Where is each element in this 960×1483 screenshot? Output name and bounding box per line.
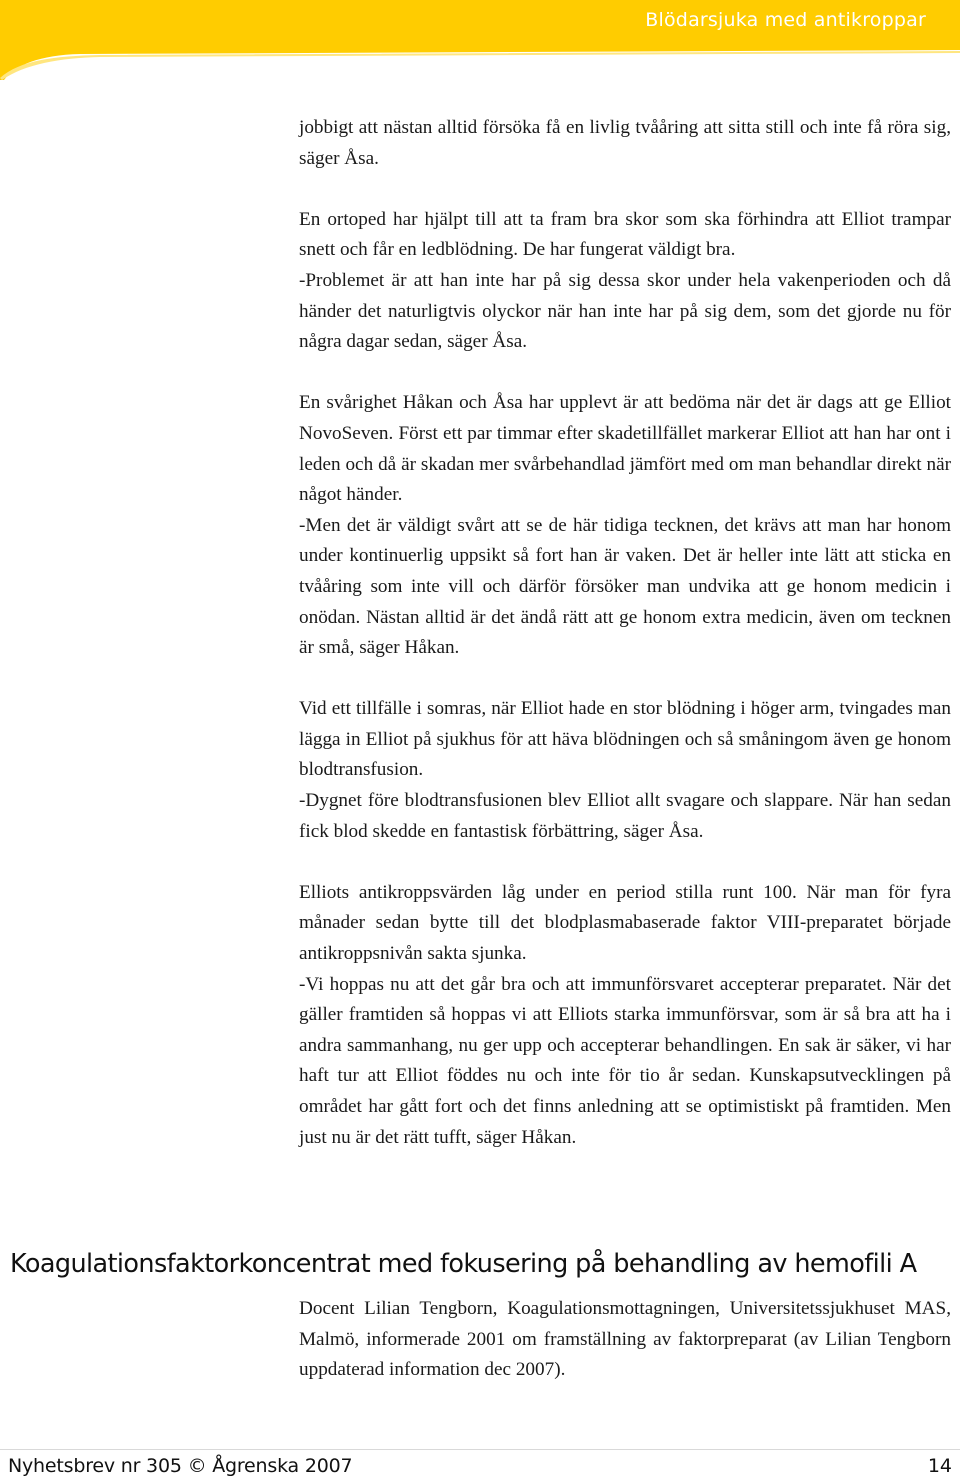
article-paragraph: Elliots antikroppsvärden låg under en period stilla runt 100. När man för fyra månader sedan bytte till det blodplasmabaserade faktor VIII-preparatet började antikroppsnivån sakta sjunka. xyxy=(299,881,951,965)
article-paragraph: En ortoped har hjälpt till att ta fram bra skor som ska förhindra att Elliot trampar snett och får en ledblödning. De har fungerat väldigt bra. xyxy=(299,208,951,261)
article-paragraph: jobbigt att nästan alltid försöka få en livlig tvååring att sitta still och inte få röra sig, säger Åsa. xyxy=(299,117,951,169)
article-paragraph: -Problemet är att han inte har på sig dessa skor under hela vakenperioden och då händer det naturligtvis olyckor när han inte har på sig dem, som det gjorde nu för några dagar sedan, säger Åsa. xyxy=(299,269,951,353)
article-paragraph: En svårighet Håkan och Åsa har upplevt är att bedöma när det är dags att ge Elliot NovoSeven. Först ett par timmar efter skadetillfället markerar Elliot att han har ont i leden och då är skadan mer svårbehandlad jämfört med om man behandlar direkt när något händer. xyxy=(299,392,951,506)
section-heading: Koagulationsfaktorkoncentrat med fokusering på behandling av hemofili A xyxy=(10,1249,917,1279)
article-body xyxy=(299,113,951,1153)
article-paragraph: Vid ett tillfälle i somras, när Elliot hade en stor blödning i höger arm, tvingades man lägga in Elliot på sjukhus för att häva blödningen och så småningom även ge honom blodtransfusion. xyxy=(299,698,951,781)
running-header-title: Blödarsjuka med antikroppar xyxy=(645,9,926,31)
page-number: 14 xyxy=(927,1455,952,1477)
footer-publication-info: Nyhetsbrev nr 305 © Ågrenska 2007 xyxy=(8,1455,353,1477)
header-band xyxy=(0,0,960,80)
article-paragraph: -Men det är väldigt svårt att se de här tidiga tecknen, det krävs att man har honom under kontinuerlig uppsikt så fort han är vaken. Det är heller inte lätt att sticka en tvååring som inte vill och därför försöker man undvika att ge honom medicin i onödan. Nästan alltid är det ändå rätt att ge honom extra medicin, även om tecknen är små, säger Håkan. xyxy=(299,514,951,659)
article-paragraph: -Dygnet före blodtransfusionen blev Elliot allt svagare och slappare. När han sedan fick blod skedde en fantastisk förbättring, säger Åsa. xyxy=(299,790,951,842)
article-paragraph: -Vi hoppas nu att det går bra och att immunförsvaret accepterar preparatet. När det gäller framtiden så hoppas vi att Elliots starka immunförsvar, som är så bra att ha i andra sammanhang, nu ger upp och accepterar behandlingen. En sak är säker, vi har haft tur att Elliot föddes nu och inte för tio år sedan. Kunskapsutvecklingen på området har gått fort och det finns anledning att se optimistiskt på framtiden. Men just nu är det rätt tufft, säger Håkan. xyxy=(299,973,951,1148)
footer-divider xyxy=(0,1449,960,1450)
section-intro-paragraph: Docent Lilian Tengborn, Koagulationsmottagningen, Universitetssjukhuset MAS, Malmö, informerade 2001 om framställning av faktorpreparat (av Lilian Tengborn uppdaterad information dec 2007). xyxy=(299,1298,951,1381)
